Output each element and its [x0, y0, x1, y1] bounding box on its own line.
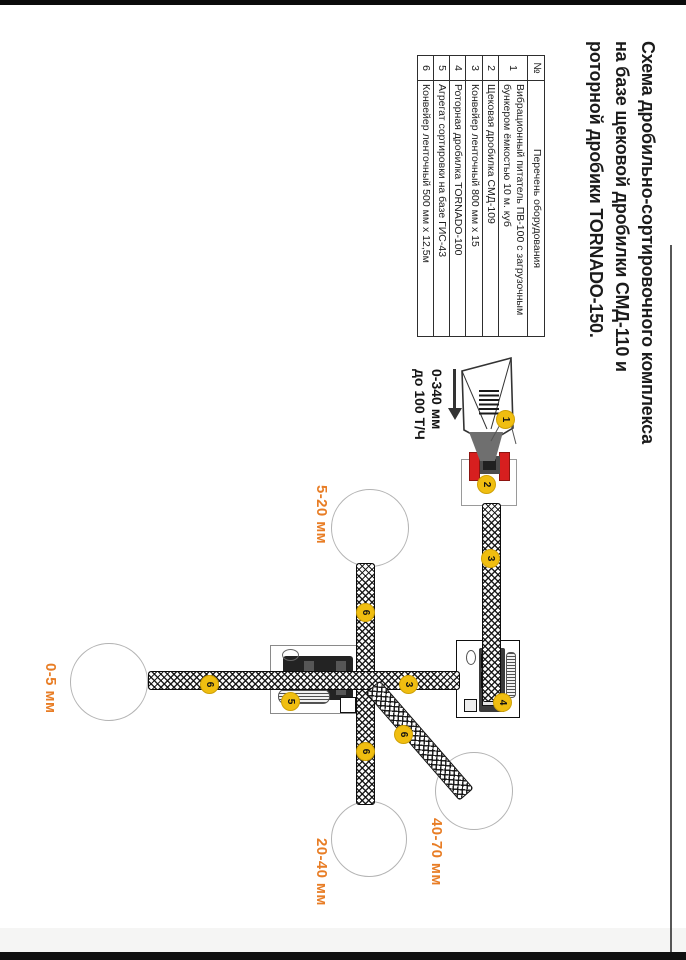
stockpile-circle-5-20: [331, 489, 409, 567]
table-row: [418, 56, 434, 337]
row-name: Щековая дробилка СМД-109: [482, 81, 498, 337]
output-size-label-0-5: 0-5 мм: [42, 663, 59, 714]
scan-edge-bottom: [0, 952, 686, 960]
output-size-label-5-20: 5-20 мм: [313, 485, 330, 545]
equipment-table: [417, 55, 545, 337]
feed-note: [411, 369, 445, 440]
feed-arrow-head: [448, 408, 462, 420]
page-title-line-3: роторной дробики TORNADO-150.: [586, 41, 606, 338]
page-title-line-1: Схема дробильно-сортировочного комплекса: [638, 41, 658, 444]
table-row: [482, 56, 498, 337]
feed-hopper-icon: [451, 350, 536, 470]
table-row: [450, 56, 466, 337]
badge-3: 3: [481, 549, 500, 568]
row-name: Роторная дробилка TORNADO-100: [450, 81, 466, 337]
badge-6: 6: [356, 742, 375, 761]
col-header-name: Перечень оборудования: [528, 81, 545, 337]
stockpile-circle-20-40: [331, 801, 407, 877]
conveyor-crusher-to-rotary: [482, 503, 501, 702]
table-row: [466, 56, 482, 337]
page-edge-shadow: [670, 245, 672, 952]
row-name: Вибрационный питатель ПВ-100 с загрузочным бункером ёмкостью 10 м. куб: [498, 81, 527, 337]
badge-6: 6: [394, 725, 413, 744]
scan-shadow-band: [0, 928, 686, 952]
scan-edge-top: [0, 0, 686, 5]
badge-6: 6: [356, 603, 375, 622]
badge-6: 6: [200, 675, 219, 694]
equipment-table-header-row: [528, 56, 545, 337]
row-num: 2: [482, 56, 498, 81]
badge-5: 5: [281, 692, 300, 711]
screening-unit-oval: [282, 649, 299, 661]
row-name: Конвейер ленточный 500 мм x 12,5м: [418, 81, 434, 337]
rotary-crusher-cylinder: [506, 652, 516, 698]
rotary-crusher-oval: [466, 650, 476, 665]
badge-2: 2: [477, 475, 496, 494]
output-size-label-20-40: 20-40 мм: [313, 838, 330, 906]
row-name: Агрегат сортировки на базе ГИС-43: [434, 81, 450, 337]
row-num: 4: [450, 56, 466, 81]
col-header-num: №: [528, 56, 545, 81]
row-name: Конвейер ленточный 800 мм x 15: [466, 81, 482, 337]
crusher-funnel: [469, 432, 503, 461]
stockpile-circle-0-5: [70, 643, 148, 721]
row-num: 5: [434, 56, 450, 81]
row-num: 1: [498, 56, 527, 81]
page-title-line-2: на базе щековой дробилки СМД-110 и: [612, 41, 632, 372]
output-size-label-40-70: 40-70 мм: [428, 818, 445, 886]
badge-1: 1: [496, 410, 515, 429]
page-title: [583, 41, 661, 444]
rotary-crusher-motor: [464, 699, 477, 712]
screening-unit-motor: [340, 697, 356, 713]
feed-rate: до 100 Т/Ч: [412, 369, 428, 440]
row-num: 6: [418, 56, 434, 81]
feed-arrow-line: [454, 369, 457, 409]
row-num: 3: [466, 56, 482, 81]
badge-4: 4: [493, 693, 512, 712]
feed-size: 0-340 мм: [429, 369, 445, 430]
badge-3: 3: [399, 675, 418, 694]
table-row: [498, 56, 527, 337]
table-row: [434, 56, 450, 337]
